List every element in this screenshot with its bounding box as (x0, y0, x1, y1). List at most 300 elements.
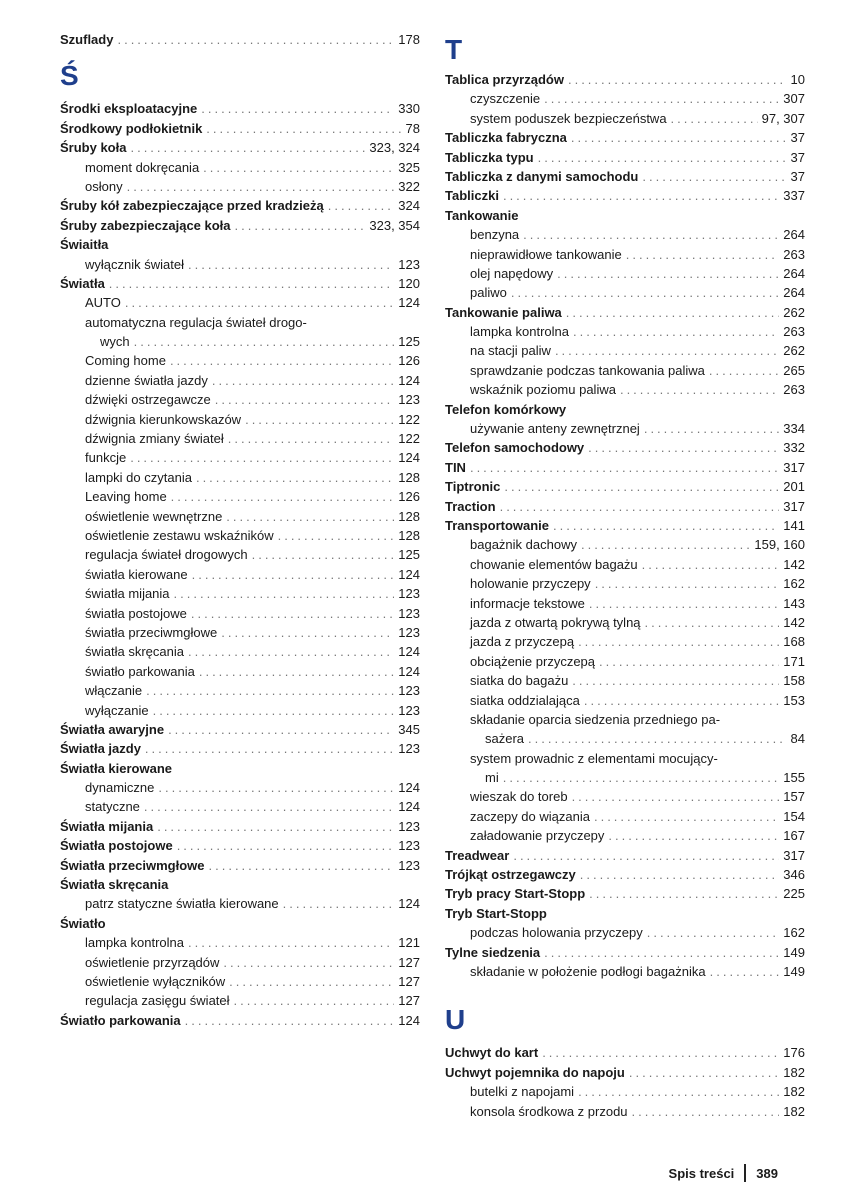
index-subentry (445, 710, 805, 729)
index-subentry (445, 322, 805, 341)
index-subentry (60, 972, 420, 991)
index-entry (60, 817, 420, 836)
entry-label: butelki z napojami (470, 1084, 575, 1100)
dot-leader (117, 30, 394, 49)
dot-leader (188, 933, 394, 952)
entry-page-number: 264 (783, 285, 805, 301)
index-entry (445, 70, 805, 89)
dot-leader (584, 691, 779, 710)
index-subentry (60, 390, 420, 409)
entry-page-number: 10 (790, 72, 805, 87)
index-subentry (60, 526, 420, 545)
entry-page-number: 97, 307 (761, 110, 805, 126)
entry-page-number: 149 (783, 944, 805, 960)
entry-page-number: 124 (398, 295, 420, 311)
section-letter: Ś (60, 60, 79, 92)
entry-page-number: 123 (398, 838, 420, 854)
entry-label: włączanie (85, 683, 143, 699)
index-subentry (60, 177, 420, 196)
entry-label: Trójkąt ostrzegawczy (445, 867, 576, 883)
entry-page-number: 225 (783, 886, 805, 902)
entry-label: bagażnik dachowy (470, 537, 577, 553)
dot-leader (555, 341, 779, 360)
index-entry (60, 720, 420, 739)
dot-leader (513, 846, 779, 865)
dot-leader (503, 768, 780, 787)
index-entry (60, 1011, 420, 1030)
entry-page-number: 128 (398, 508, 420, 524)
entry-label: Światła skręcania (60, 877, 169, 893)
dot-leader (572, 787, 780, 806)
entry-label: Tankowanie paliwa (445, 304, 562, 320)
entry-page-number: 37 (790, 149, 805, 165)
dot-leader (199, 662, 394, 681)
entry-label: na stacji paliw (470, 343, 551, 359)
index-subentry (445, 613, 805, 632)
index-entry (445, 516, 805, 535)
dot-leader (212, 371, 394, 390)
entry-label: Tankowanie (445, 207, 519, 223)
entry-label: patrz statyczne światła kierowane (85, 896, 279, 912)
entry-page-number: 158 (783, 673, 805, 689)
entry-label: składanie w położenie podłogi bagażnika (470, 963, 706, 979)
entry-page-number: 323, 354 (369, 217, 420, 233)
entry-page-number: 123 (398, 256, 420, 272)
entry-label: Telefon komórkowy (445, 401, 567, 417)
entry-page-number: 263 (783, 324, 805, 340)
entry-label: statyczne (85, 799, 140, 815)
entry-label: osłony (85, 178, 123, 194)
dot-leader (629, 1063, 779, 1082)
dot-leader (145, 739, 394, 758)
entry-label: Tiptronic (445, 479, 501, 495)
entry-page-number: 330 (398, 101, 420, 117)
dot-leader (647, 923, 780, 942)
index-subentry (445, 671, 805, 690)
entry-label: Szuflady (60, 32, 114, 47)
entry-page-number: 154 (783, 808, 805, 824)
entry-label: wyłączanie (85, 702, 149, 718)
entry-page-number: 325 (398, 159, 420, 175)
index-subentry (445, 652, 805, 671)
index-subentry (445, 361, 805, 380)
dot-leader (544, 943, 779, 962)
entry-label: sprawdzanie podczas tankowania paliwa (470, 362, 705, 378)
entry-label: mi (485, 770, 499, 786)
entry-label: dźwięki ostrzegawcze (85, 392, 211, 408)
dot-leader (125, 293, 394, 312)
index-entry (445, 128, 805, 147)
index-subentry (445, 109, 805, 128)
entry-page-number: 142 (783, 556, 805, 572)
dot-leader (226, 507, 394, 526)
index-entry (60, 99, 420, 118)
entry-label: Uchwyt pojemnika do napoju (445, 1064, 625, 1080)
entry-page-number: 124 (398, 663, 420, 679)
page-footer (669, 1164, 778, 1182)
index-subentry (60, 371, 420, 390)
dot-leader (589, 884, 779, 903)
entry-label: konsola środkowa z przodu (470, 1103, 628, 1119)
index-subentry (60, 604, 420, 623)
entry-page-number: 345 (398, 721, 420, 737)
entry-page-number: 128 (398, 469, 420, 485)
index-entry (445, 438, 805, 457)
index-entry (445, 458, 805, 477)
index-subentry (60, 158, 420, 177)
dot-leader (620, 380, 779, 399)
entry-page-number: 159, 160 (754, 537, 805, 553)
index-subentry (445, 555, 805, 574)
entry-page-number: 323, 324 (369, 140, 420, 156)
entry-label: siatka do bagażu (470, 673, 569, 689)
entry-label: Światło (60, 915, 106, 931)
entry-page-number: 128 (398, 527, 420, 543)
entry-label: Środki eksploatacyjne (60, 101, 198, 117)
entry-label: używanie anteny zewnętrznej (470, 421, 640, 437)
dot-leader (578, 1082, 779, 1101)
index-subentry (60, 293, 420, 312)
entry-label: Światło parkowania (60, 1012, 181, 1028)
entry-page-number: 337 (783, 188, 805, 204)
entry-page-number: 264 (783, 265, 805, 281)
entry-label: sażera (485, 731, 525, 747)
entry-label: Śruby koła (60, 140, 127, 156)
entry-page-number: 264 (783, 227, 805, 243)
dot-leader (283, 894, 395, 913)
entry-page-number: 124 (398, 799, 420, 815)
entry-label: Śruby kół zabezpieczające przed kradzieżą (60, 198, 324, 214)
entry-page-number: 322 (398, 178, 420, 194)
entry-label: dźwignia zmiany świateł (85, 431, 224, 447)
entry-label: Transportowanie (445, 517, 550, 533)
entry-page-number: 182 (783, 1103, 805, 1119)
dot-leader (503, 186, 779, 205)
entry-page-number: 155 (783, 770, 805, 786)
entry-label: Tylne siedzenia (445, 944, 541, 960)
entry-label: system poduszek bezpieczeństwa (470, 110, 667, 126)
index-subentry (60, 545, 420, 564)
entry-page-number: 123 (398, 605, 420, 621)
dot-leader (523, 225, 779, 244)
index-entry (60, 875, 420, 894)
entry-page-number: 124 (398, 1012, 420, 1028)
index-entry (445, 497, 805, 516)
dot-leader (644, 419, 779, 438)
entry-page-number: 262 (783, 343, 805, 359)
entry-page-number: 149 (783, 963, 805, 979)
entry-page-number: 262 (783, 304, 805, 320)
index-subentry (60, 351, 420, 370)
entry-page-number: 346 (783, 867, 805, 883)
entry-label: lampka kontrolna (470, 324, 569, 340)
entry-page-number: 178 (398, 32, 420, 47)
dot-leader (228, 429, 395, 448)
entry-label: światła kierowane (85, 566, 188, 582)
index-subentry (60, 778, 420, 797)
entry-label: system prowadnic z elementami mocujący- (470, 750, 718, 766)
dot-leader (470, 458, 779, 477)
entry-label: Światła postojowe (60, 838, 173, 854)
dot-leader (573, 322, 779, 341)
dot-leader (568, 70, 787, 89)
entry-label: nieprawidłowe tankowanie (470, 246, 622, 262)
entry-page-number: 124 (398, 372, 420, 388)
dot-leader (144, 797, 394, 816)
index-entry (60, 196, 420, 215)
entry-label: Świaitła (60, 237, 109, 253)
entry-label: regulacja zasięgu świateł (85, 993, 230, 1009)
entry-page-number: 124 (398, 450, 420, 466)
entry-page-number: 124 (398, 780, 420, 796)
index-subentry (445, 749, 805, 768)
index-entry (60, 274, 420, 293)
entry-page-number: 168 (783, 634, 805, 650)
index-subentry (445, 768, 805, 787)
index-subentry (445, 225, 805, 244)
entry-label: oświetlenie przyrządów (85, 954, 220, 970)
index-subentry (60, 565, 420, 584)
index-entry (445, 167, 805, 186)
entry-page-number: 182 (783, 1084, 805, 1100)
dot-leader (671, 109, 758, 128)
dot-leader (553, 516, 779, 535)
entry-page-number: 120 (398, 275, 420, 291)
dot-leader (234, 991, 395, 1010)
entry-label: załadowanie przyczepy (470, 828, 605, 844)
entry-label: podczas holowania przyczepy (470, 925, 643, 941)
index-subentry (445, 826, 805, 845)
entry-page-number: 324 (398, 198, 420, 214)
entry-label: światła przeciwmgłowe (85, 624, 218, 640)
index-subentry (445, 729, 805, 748)
entry-label: informacje tekstowe (470, 595, 585, 611)
index-subentry (445, 691, 805, 710)
entry-page-number: 122 (398, 431, 420, 447)
entry-page-number: 124 (398, 566, 420, 582)
footer-page-number: 389 (756, 1165, 778, 1181)
entry-label: światła postojowe (85, 605, 187, 621)
entry-page-number: 127 (398, 954, 420, 970)
dot-leader (196, 468, 394, 487)
entry-page-number: 127 (398, 973, 420, 989)
entry-label: czyszczenie (470, 91, 541, 107)
entry-page-number: 124 (398, 896, 420, 912)
entry-page-number: 307 (783, 91, 805, 107)
index-subentry (445, 245, 805, 264)
entry-label: Światła mijania (60, 818, 154, 834)
dot-leader (171, 487, 395, 506)
entry-label: oświetlenie wyłączników (85, 973, 226, 989)
entry-page-number: 126 (398, 489, 420, 505)
entry-label: lampki do czytania (85, 469, 192, 485)
entry-label: paliwo (470, 285, 507, 301)
index-column-left (60, 30, 420, 1030)
entry-label: Światła awaryjne (60, 721, 165, 737)
entry-page-number: 37 (790, 168, 805, 184)
entry-label: Tryb pracy Start-Stopp (445, 886, 586, 902)
entry-label: siatka oddzialająca (470, 692, 580, 708)
index-subentry (445, 574, 805, 593)
index-subentry (445, 419, 805, 438)
entry-page-number: 123 (398, 741, 420, 757)
dot-leader (235, 216, 366, 235)
entry-label: lampka kontrolna (85, 935, 184, 951)
index-entry (445, 303, 805, 322)
dot-leader (572, 671, 779, 690)
entry-label: światła mijania (85, 586, 170, 602)
index-subentry (60, 255, 420, 274)
entry-label: wych (100, 334, 130, 350)
entry-label: olej napędowy (470, 265, 554, 281)
entry-label: funkcje (85, 450, 127, 466)
dot-leader (157, 817, 394, 836)
dot-leader (206, 119, 401, 138)
dot-leader (328, 196, 395, 215)
index-entry (445, 400, 805, 419)
entry-page-number: 123 (398, 392, 420, 408)
entry-label: automatyczna regulacja świateł drogo- (85, 314, 307, 330)
index-entry (445, 1043, 805, 1062)
dot-leader (158, 778, 394, 797)
index-subentry (60, 933, 420, 952)
index-subentry (445, 594, 805, 613)
index-subentry (60, 468, 420, 487)
index-subentry (60, 681, 420, 700)
index-subentry (445, 89, 805, 108)
entry-page-number: 123 (398, 624, 420, 640)
footer-section-title: Spis treści (668, 1165, 735, 1181)
index-subentry (445, 632, 805, 651)
entry-page-number: 317 (783, 498, 805, 514)
entry-label: Środkowy podłokietnik (60, 120, 203, 136)
index-entry (445, 904, 805, 923)
entry-label: benzyna (470, 227, 520, 243)
dot-leader (544, 89, 779, 108)
entry-label: wieszak do toreb (470, 789, 568, 805)
dot-leader (626, 245, 780, 264)
dot-leader (252, 545, 395, 564)
index-subentry (60, 410, 420, 429)
dot-leader (174, 584, 395, 603)
entry-page-number: 153 (783, 692, 805, 708)
entry-label: Leaving home (85, 489, 167, 505)
dot-leader (278, 526, 395, 545)
entry-page-number: 123 (398, 683, 420, 699)
dot-leader (581, 535, 750, 554)
entry-page-number: 265 (783, 362, 805, 378)
entry-page-number: 123 (398, 702, 420, 718)
index-entry (60, 138, 420, 157)
entry-label: holowanie przyczepy (470, 576, 591, 592)
index-subentry (60, 991, 420, 1010)
index-entry (445, 206, 805, 225)
dot-leader (542, 1043, 779, 1062)
index-subentry (445, 787, 805, 806)
entry-label: zaczepy do wiązania (470, 808, 590, 824)
dot-leader (109, 274, 395, 293)
entry-page-number: 125 (398, 334, 420, 350)
index-subentry (60, 313, 420, 332)
entry-page-number: 171 (783, 653, 805, 669)
entry-label: jazda z otwartą pokrywą tylną (470, 614, 641, 630)
index-subentry (60, 894, 420, 913)
index-subentry (445, 341, 805, 360)
index-entry (60, 836, 420, 855)
entry-label: Światła przeciwmgłowe (60, 857, 205, 873)
dot-leader (599, 652, 779, 671)
index-entry (60, 739, 420, 758)
entry-page-number: 143 (783, 595, 805, 611)
index-subentry (60, 623, 420, 642)
dot-leader (223, 953, 394, 972)
entry-page-number: 176 (783, 1045, 805, 1061)
index-entry (60, 30, 420, 49)
entry-label: Traction (445, 498, 496, 514)
index-subentry (60, 332, 420, 351)
entry-label: Coming home (85, 353, 166, 369)
entry-page-number: 122 (398, 411, 420, 427)
index-subentry (60, 487, 420, 506)
dot-leader (209, 856, 395, 875)
entry-page-number: 126 (398, 353, 420, 369)
dot-leader (221, 623, 394, 642)
dot-leader (130, 448, 394, 467)
dot-leader (709, 361, 779, 380)
entry-label: Światła (60, 275, 105, 291)
dot-leader (538, 148, 787, 167)
entry-page-number: 263 (783, 246, 805, 262)
index-subentry (445, 1082, 805, 1101)
entry-label: dzienne światła jazdy (85, 372, 208, 388)
entry-label: Tabliczka typu (445, 149, 534, 165)
entry-label: Tabliczki (445, 188, 499, 204)
index-entry (60, 856, 420, 875)
index-subentry (60, 797, 420, 816)
index-subentry (445, 962, 805, 981)
entry-label: Tabliczka z danymi samochodu (445, 168, 639, 184)
entry-label: regulacja świateł drogowych (85, 547, 248, 563)
index-subentry (445, 535, 805, 554)
dot-leader (146, 681, 394, 700)
index-subentry (60, 507, 420, 526)
dot-leader (245, 410, 394, 429)
dot-leader (571, 128, 787, 147)
entry-page-number: 123 (398, 818, 420, 834)
dot-leader (710, 962, 780, 981)
entry-label: składanie oparcia siedzenia przedniego pa- (470, 711, 721, 727)
index-entry (60, 119, 420, 138)
entry-label: jazda z przyczepą (470, 634, 575, 650)
dot-leader (557, 264, 779, 283)
entry-label: obciążenie przyczepą (470, 653, 596, 669)
dot-leader (645, 613, 780, 632)
dot-leader (588, 438, 779, 457)
entry-label: światło parkowania (85, 663, 195, 679)
index-entry (445, 186, 805, 205)
index-entry (60, 759, 420, 778)
dot-leader (229, 972, 394, 991)
entry-page-number: 124 (398, 644, 420, 660)
entry-page-number: 201 (783, 479, 805, 495)
index-subentry (445, 1102, 805, 1121)
dot-leader (215, 390, 395, 409)
dot-leader (170, 351, 394, 370)
footer-separator (744, 1164, 746, 1182)
entry-page-number: 78 (405, 120, 420, 136)
entry-label: Tablica przyrządów (445, 72, 564, 87)
entry-label: AUTO (85, 295, 121, 311)
